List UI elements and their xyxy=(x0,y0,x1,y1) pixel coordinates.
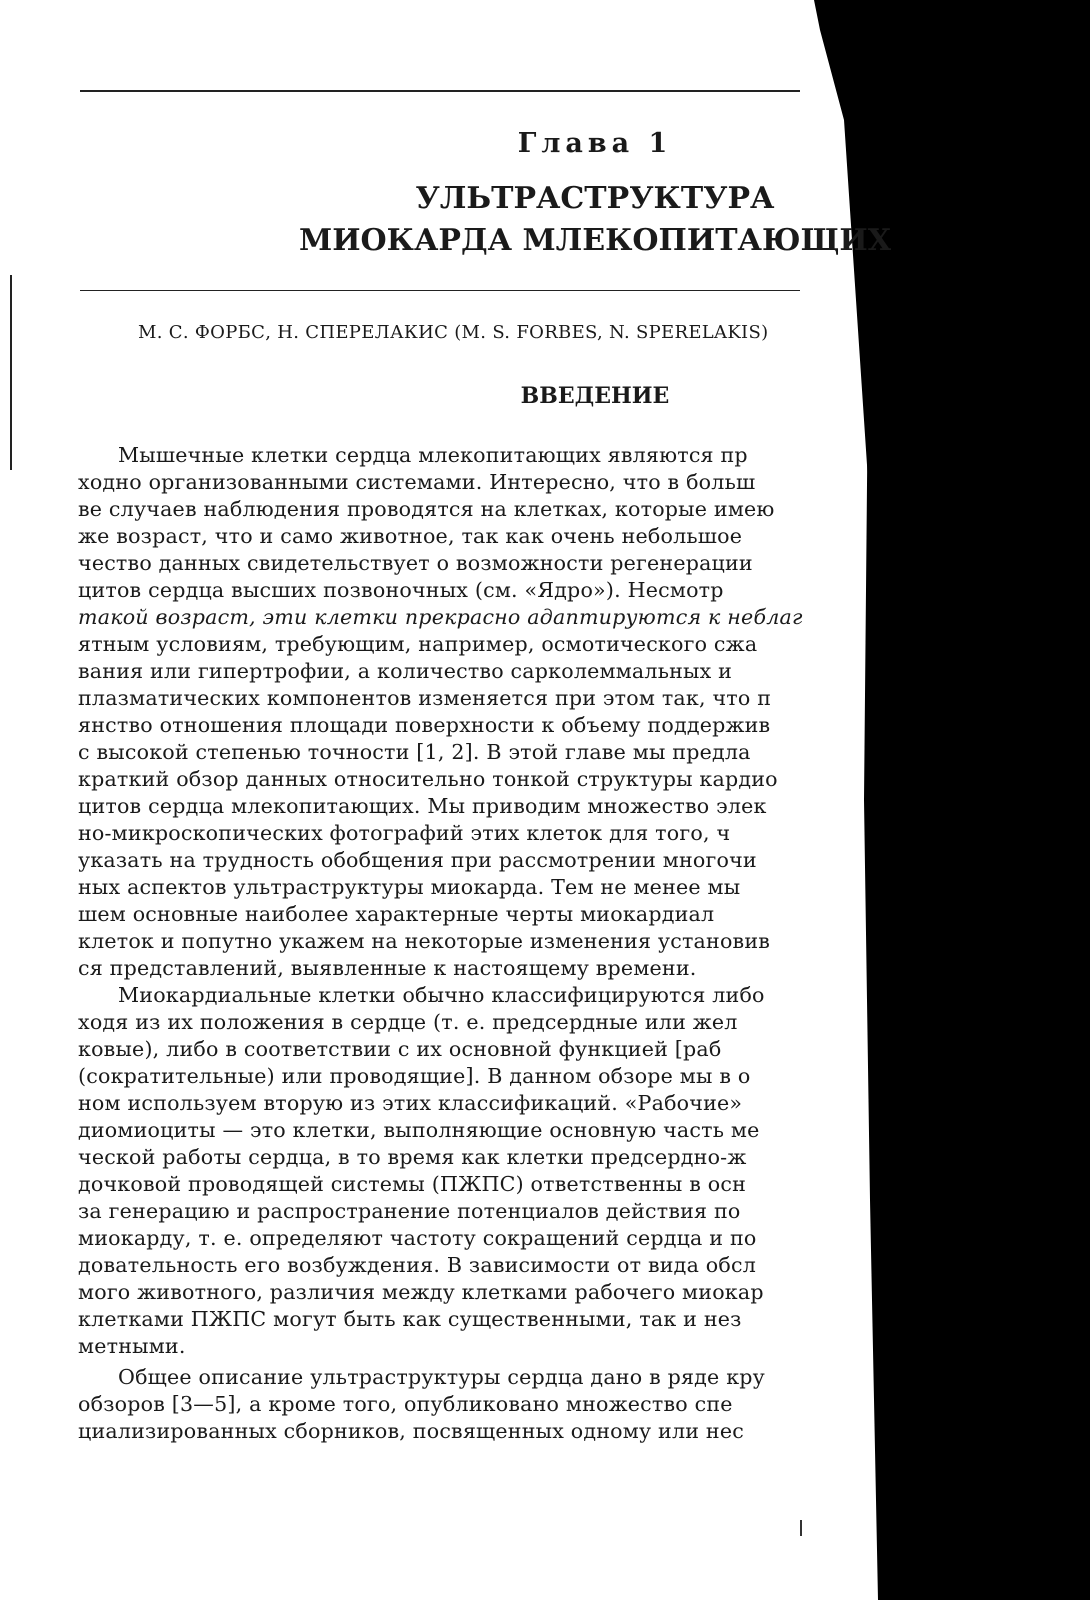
chapter-title-line2: МИОКАРДА МЛЕКОПИТАЮЩИХ xyxy=(298,223,891,258)
text-line: ном используем вторую из этих классификаций. «Рабочие» xyxy=(78,1091,743,1115)
text-line: Общее описание ультраструктуры сердца дано в ряде кру xyxy=(118,1365,765,1389)
text-line: янство отношения площади поверхности к объему поддержив xyxy=(78,713,771,737)
paragraph-2 xyxy=(78,982,813,1360)
text-line: шем основные наиболее характерные черты миокардиал xyxy=(78,902,715,926)
text-line: мого животного, различия между клетками рабочего миокар xyxy=(78,1280,764,1304)
text-line: довательность его возбуждения. В зависимости от вида обсл xyxy=(78,1253,757,1277)
text-line: цитов сердца высших позвоночных (см. «Ядро»). Несмотр xyxy=(78,578,724,602)
margin-line xyxy=(10,275,12,470)
text-line: ходно организованными системами. Интересно, что в больш xyxy=(78,470,756,494)
chapter-label: Глава 1 xyxy=(517,128,673,159)
text-line: дочковой проводящей системы (ПЖПС) ответственны в осн xyxy=(78,1172,747,1196)
text-line: Миокардиальные клетки обычно классифицируются либо xyxy=(118,983,765,1007)
text-line: плазматических компонентов изменяется при этом так, что п xyxy=(78,686,772,710)
paragraph-3 xyxy=(78,1364,813,1445)
text-line: ве случаев наблюдения проводятся на клетках, которые имею xyxy=(78,497,775,521)
text-line: указать на трудность обобщения при рассмотрении многочи xyxy=(78,848,757,872)
text-line: диомиоциты — это клетки, выполняющие основную часть ме xyxy=(78,1118,760,1142)
text-line: ходя из их положения в сердце (т. е. предсердные или жел xyxy=(78,1010,738,1034)
text-line: клеток и попутно укажем на некоторые изменения установив xyxy=(78,929,771,953)
text-line: чество данных свидетельствует о возможности регенерации xyxy=(78,551,753,575)
text-line: ятным условиям, требующим, например, осмотического сжа xyxy=(78,632,758,656)
text-line: метными. xyxy=(78,1334,186,1358)
text-line: циализированных сборников, посвященных одному или нес xyxy=(78,1419,744,1443)
text-line: но-микроскопических фотографий этих клеток для того, ч xyxy=(78,821,731,845)
text-line: (сократительные) или проводящие]. В данном обзоре мы в о xyxy=(78,1064,751,1088)
text-line: ных аспектов ультраструктуры миокарда. Тем не менее мы xyxy=(78,875,741,899)
text-line: ся представлений, выявленные к настоящему времени. xyxy=(78,956,697,980)
text-line: такой возраст, эти клетки прекрасно адаптируются к неблаг xyxy=(78,605,803,629)
chapter-title-line1: УЛЬТРАСТРУКТУРА xyxy=(415,181,775,216)
body-text xyxy=(78,442,813,1445)
scan-speck xyxy=(800,1520,802,1536)
text-line: клетками ПЖПС могут быть как существенными, так и нез xyxy=(78,1307,742,1331)
text-line: ческой работы сердца, в то время как клетки предсердно-ж xyxy=(78,1145,747,1169)
text-line: же возраст, что и само животное, так как очень небольшое xyxy=(78,524,743,548)
chapter-title xyxy=(0,178,1090,262)
text-line: миокарду, т. е. определяют частоту сокращений сердца и по xyxy=(78,1226,757,1250)
text-line: обзоров [3—5], а кроме того, опубликовано множество спе xyxy=(78,1392,733,1416)
title-rule xyxy=(80,290,800,291)
text-line: краткий обзор данных относительно тонкой структуры кардио xyxy=(78,767,778,791)
paragraph-1 xyxy=(78,442,813,982)
text-line: Мышечные клетки сердца млекопитающих являются пр xyxy=(118,443,748,467)
header-rule xyxy=(80,90,800,92)
text-line: ковые), либо в соответствии с их основной функцией [раб xyxy=(78,1037,722,1061)
text-line: вания или гипертрофии, а количество сарколеммальных и xyxy=(78,659,733,683)
text-line: за генерацию и распространение потенциалов действия по xyxy=(78,1199,741,1223)
text-line: цитов сердца млекопитающих. Мы приводим множество элек xyxy=(78,794,767,818)
section-heading: ВВЕДЕНИЕ xyxy=(520,383,670,409)
text-line: с высокой степенью точности [1, 2]. В этой главе мы предла xyxy=(78,740,751,764)
authors-line: М. С. ФОРБС, Н. СПЕРЕЛАКИС (M. S. FORBES, N. SPERELAKIS) xyxy=(138,322,769,343)
